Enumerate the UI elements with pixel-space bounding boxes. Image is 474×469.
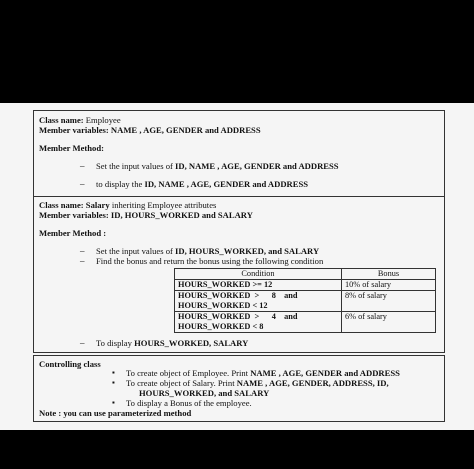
dash-bullet: – xyxy=(80,246,85,256)
item-bold: NAME , AGE, GENDER and ADDRESS xyxy=(250,368,400,378)
class-name-value: Employee xyxy=(85,115,121,125)
controlling-class-title xyxy=(39,359,101,369)
salary-method-item-2 xyxy=(96,256,323,266)
class-name-label: Class name: xyxy=(39,200,84,210)
dash-bullet: – xyxy=(80,179,85,189)
bonus-cell: 6% of salary xyxy=(342,312,436,333)
square-bullet-icon: ▪ xyxy=(112,378,115,387)
item-bold: HOURS_WORKED, and SALARY xyxy=(139,388,270,398)
condition-cell xyxy=(175,312,342,333)
table-row xyxy=(175,312,436,333)
square-bullet-icon: ▪ xyxy=(112,368,115,377)
employee-class-name xyxy=(39,115,121,125)
condition-cell xyxy=(175,291,342,312)
item-bold: ID, NAME , AGE, GENDER and ADDRESS xyxy=(144,179,309,189)
item-bold: ID, NAME , AGE, GENDER and ADDRESS xyxy=(175,161,339,171)
member-variables-text: Member variables: NAME , AGE, GENDER and ADDRESS xyxy=(39,125,261,135)
class-name-value: Salary xyxy=(85,200,110,210)
item-bold: NAME , AGE, GENDER, ADDRESS, ID, xyxy=(236,378,389,388)
controlling-bullet-1 xyxy=(126,368,400,378)
salary-class-box xyxy=(33,196,445,353)
item-text: Set the input values of xyxy=(96,246,176,256)
bonus-cell: 10% of salary xyxy=(342,280,436,291)
note-text xyxy=(39,408,191,418)
square-bullet-icon: ▪ xyxy=(112,398,115,407)
condition-text: HOURS_WORKED < 8 xyxy=(178,322,264,331)
member-method-text: Member Method : xyxy=(39,228,107,238)
item-text: to display the xyxy=(96,179,145,189)
bonus-condition-table xyxy=(174,268,436,333)
item-text: Set the input values of xyxy=(96,161,176,171)
employee-member-method-heading xyxy=(39,143,104,153)
condition-text: HOURS_WORKED < 12 xyxy=(178,301,268,310)
item-text: To create object of Salary. Print xyxy=(126,378,237,388)
document-sheet xyxy=(0,103,474,430)
column-header-condition: Condition xyxy=(175,269,342,280)
condition-cell xyxy=(175,280,342,291)
controlling-class-box xyxy=(33,355,445,422)
item-text: To display xyxy=(96,338,135,348)
bonus-cell: 8% of salary xyxy=(342,291,436,312)
table-row xyxy=(175,280,436,291)
item-bold: HOURS_WORKED, SALARY xyxy=(134,338,249,348)
table-header-row xyxy=(175,269,436,280)
employee-method-item-1 xyxy=(96,161,339,171)
member-method-text: Member Method: xyxy=(39,143,104,153)
item-text: To display a Bonus of the employee. xyxy=(126,398,252,408)
salary-method-item-1 xyxy=(96,246,319,256)
table-row xyxy=(175,291,436,312)
controlling-bullet-2-continued xyxy=(139,388,269,398)
salary-member-variables xyxy=(39,210,253,220)
salary-method-item-3 xyxy=(96,338,248,348)
column-header-bonus: Bonus xyxy=(342,269,436,280)
class-name-label: Class name: xyxy=(39,115,84,125)
employee-member-variables xyxy=(39,125,261,135)
condition-text: HOURS_WORKED >= 12 xyxy=(178,280,273,289)
item-text: Find the bonus and return the bonus using the following condition xyxy=(96,256,324,266)
condition-text: HOURS_WORKED > 4 and xyxy=(178,312,298,321)
class-name-rest: inheriting Employee attributes xyxy=(109,200,217,210)
dash-bullet: – xyxy=(80,338,85,348)
employee-class-box xyxy=(33,110,445,197)
controlling-bullet-3 xyxy=(126,398,252,408)
dash-bullet: – xyxy=(80,256,85,266)
note-bold: Note : you can use parameterized method xyxy=(39,408,192,418)
employee-method-item-2 xyxy=(96,179,308,189)
member-variables-text: Member variables: ID, HOURS_WORKED and SALARY xyxy=(39,210,253,220)
controlling-title-text: Controlling class xyxy=(39,359,101,369)
item-bold: ID, HOURS_WORKED, and SALARY xyxy=(175,246,320,256)
dash-bullet: – xyxy=(80,161,85,171)
item-text: To create object of Employee. Print xyxy=(126,368,251,378)
salary-class-name xyxy=(39,200,216,210)
salary-member-method-heading xyxy=(39,228,106,238)
controlling-bullet-2 xyxy=(126,378,389,388)
condition-text: HOURS_WORKED > 8 and xyxy=(178,291,298,300)
